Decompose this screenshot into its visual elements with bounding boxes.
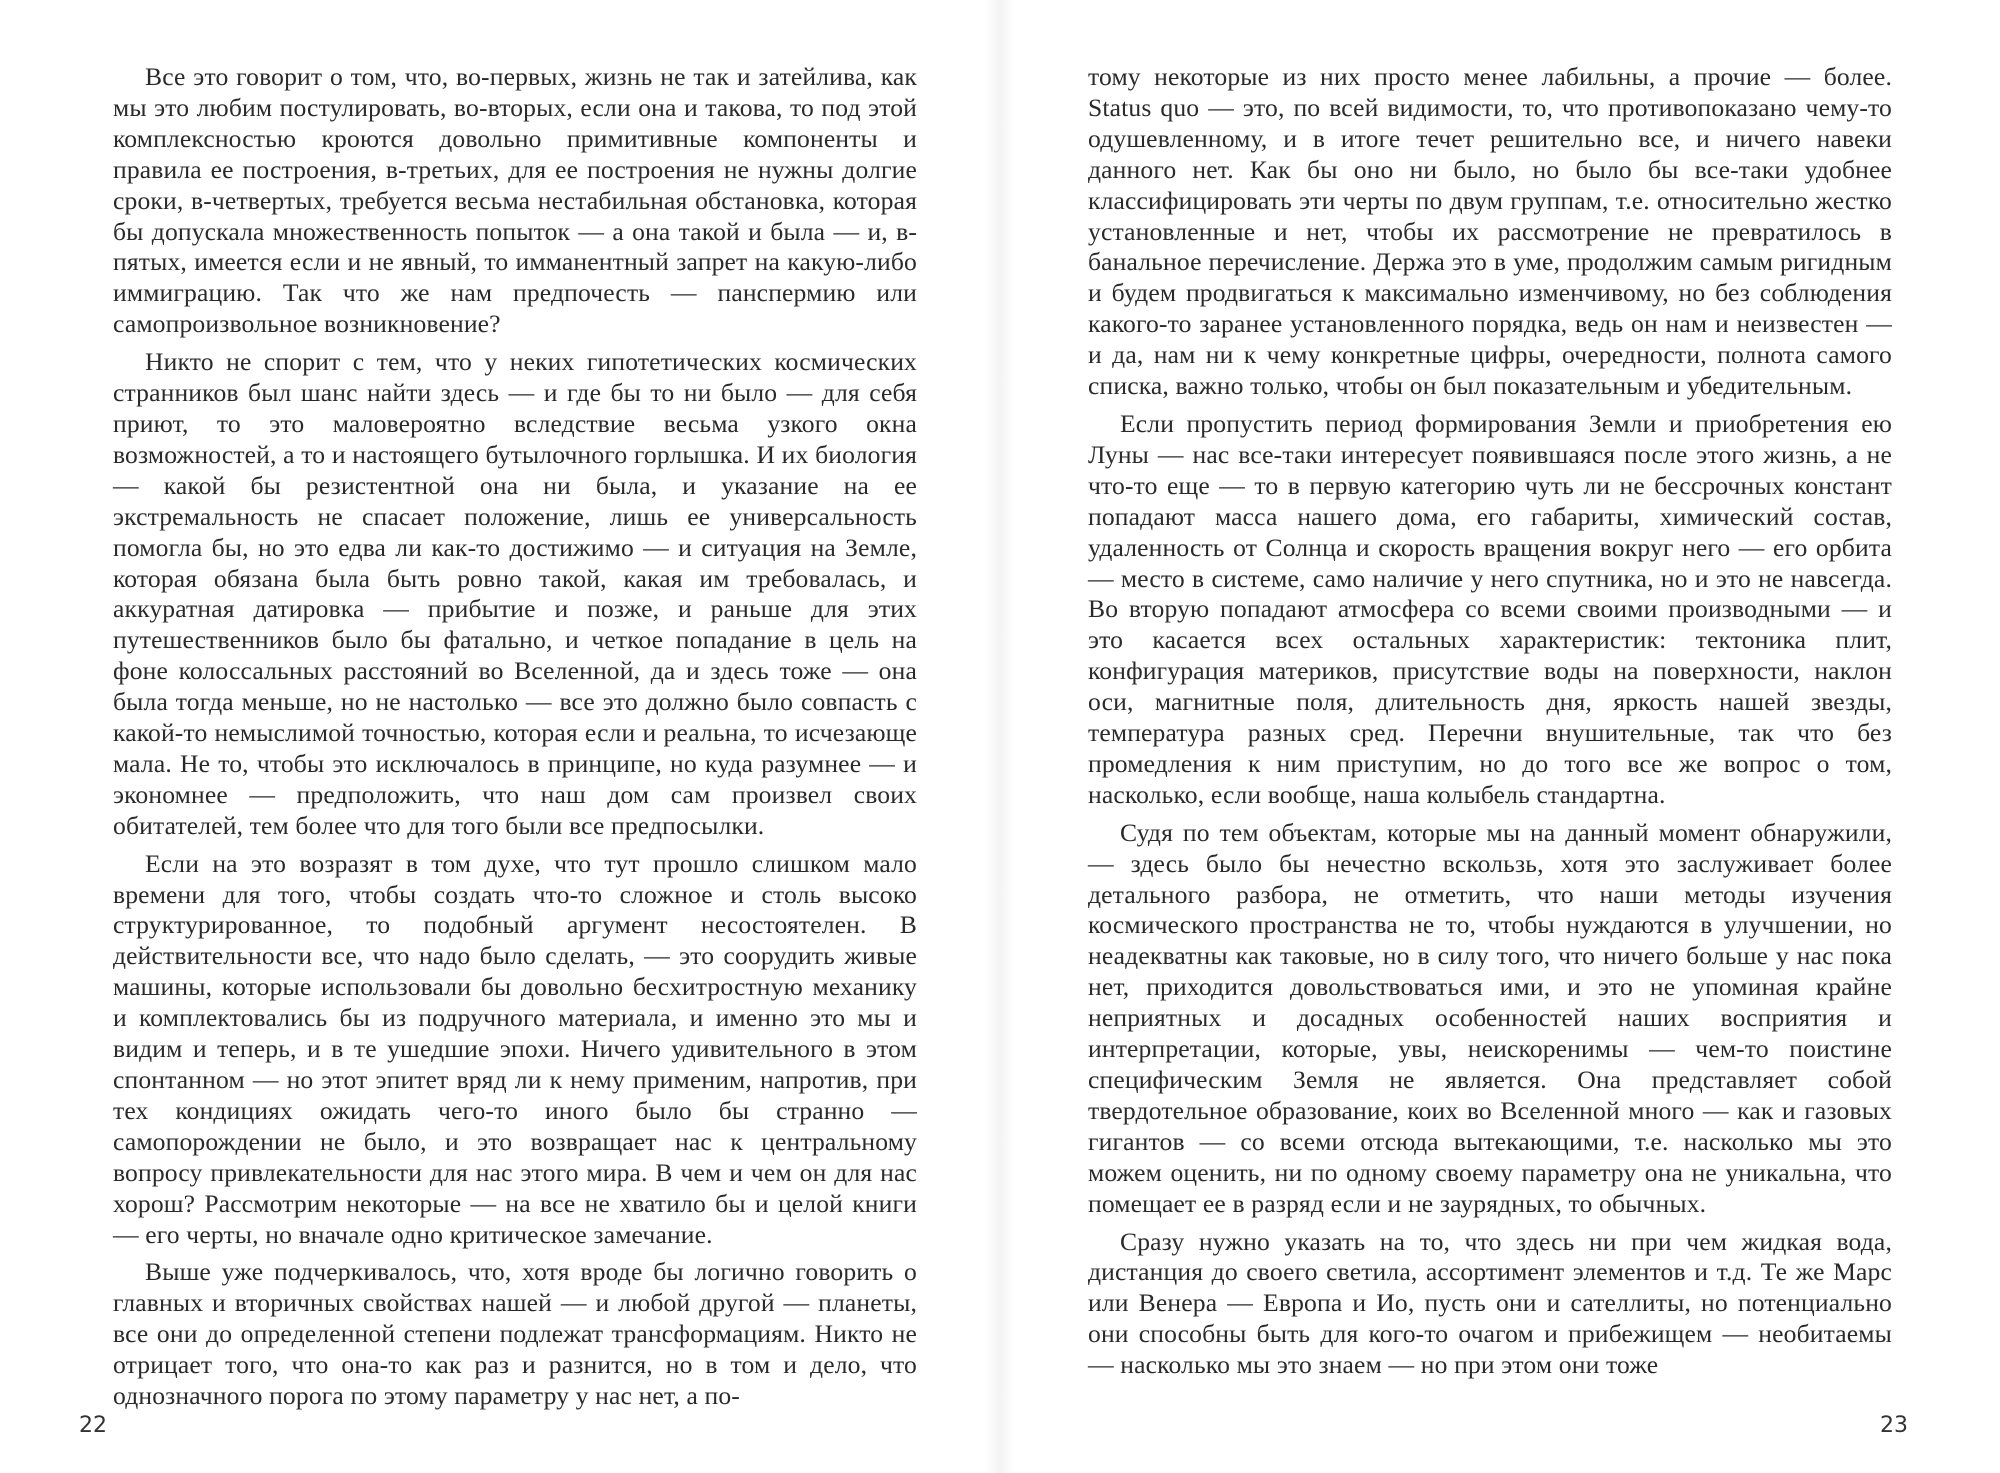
- paragraph: Судя по тем объектам, которые мы на данный момент обнаружили, — здесь было бы нечестно вскользь, хотя это заслуживает более детального разбора, не отметить, что наши методы изучения космического пространства не то, чтобы нуждаются в улучшении, но неадекватны как таковые, но в силу того, что ничего больше у нас пока нет, приходится довольствоваться ими, и это не упоминая крайне неприятных и досадных особенностей наших восприятия и интерпретации, которые, увы, неискоренимы — чем-то поистине специфическим Земля не является. Она представляет собой твердотельное образование, коих во Вселенной много — как и газовых гигантов — со всеми отсюда вытекающими, т.е. насколько мы это можем оценить, ни по одному своему параметру она не уникальна, что помещает ее в разряд если и не заурядных, то обычных.: [1088, 817, 1892, 1218]
- paragraph: Если на это возразят в том духе, что тут прошло слишком мало времени для того, чтобы создать что-то сложное и столь высоко структурированное, то подобный аргумент несостоятелен. В действительности все, что надо было сделать, — это соорудить живые машины, которые использовали бы довольно бесхитростную механику и комплектовались бы из подручного материала, и именно это мы и видим и теперь, и в те ушедшие эпохи. Ничего удивительного в этом спонтанном — но этот эпитет вряд ли к нему применим, напротив, при тех кондициях ожидать чего-то иного было бы странно — самопорождении не было, и это возвращает нас к центральному вопросу привлекательности для нас этого мира. В чем и чем он для нас хорош? Рассмотрим некоторые — на все не хватило бы и целой книги — его черты, но вначале одно критическое замечание.: [113, 848, 917, 1249]
- paragraph: Сразу нужно указать на то, что здесь ни при чем жидкая вода, дистанция до своего светила, ассортимент элементов и т.д. Те же Марс или Венера — Европа и Ио, пусть они и сателлиты, но потенциально они способны быть для кого-то очагом и прибежищем — необитаемы — насколько мы это знаем — но при этом они тоже: [1088, 1226, 1892, 1380]
- right-page: [1088, 62, 1892, 1388]
- paragraph: Выше уже подчеркивалось, что, хотя вроде бы логично говорить о главных и вторичных свойствах нашей — и любой другой — планеты, все они до определенной степени подлежат трансформациям. Никто не отрицает того, что она-то как раз и разнится, но в том и дело, что однозначного порога по этому параметру у нас нет, а по-: [113, 1257, 917, 1411]
- paragraph: Все это говорит о том, что, во-первых, жизнь не так и затейлива, как мы это любим постулировать, во-вторых, если она и такова, то под этой комплексностью кроются довольно примитивные компоненты и правила ее построения, в-третьих, для ее построения не нужны долгие сроки, в-четвертых, требуется весьма нестабильная обстановка, которая бы допускала множественность попыток — а она такой и была — и, в-пятых, имеется если и не явный, то имманентный запрет на какую-либо иммиграцию. Так что же нам предпочесть — панспермию или самопроизвольное возникновение?: [113, 62, 917, 339]
- left-page: [113, 62, 917, 1419]
- page-number-right: 23: [1880, 1413, 1908, 1438]
- paragraph: Если пропустить период формирования Земли и приобретения ею Луны — нас все-таки интересует появившаяся после этого жизнь, а не что-то еще — то в первую категорию чуть ли не бессрочных констант попадают масса нашего дома, его габариты, химический состав, удаленность от Солнца и скорость вращения вокруг него — его орбита — место в системе, само наличие у него спутника, но и это не навсегда. Во вторую попадают атмосфера со всеми своими производными — и это касается всех остальных характеристик: тектоника плит, конфигурация материков, присутствие воды на поверхности, наклон оси, магнитные поля, длительность дня, яркость нашей звезды, температура разных сред. Перечни внушительные, так что без промедления к ним приступим, но до того все же вопрос о том, насколько, если вообще, наша колыбель стандартна.: [1088, 408, 1892, 809]
- paragraph-continuation: тому некоторые из них просто менее лабильны, а прочие — более. Status quo — это, по всей видимости, то, что противопоказано чему-то одушевленному, и в итоге течет решительно все, и ничего навеки данного нет. Как бы оно ни было, но было бы все-таки удобнее классифицировать эти черты по двум группам, т.е. относительно жестко установленные и нет, чтобы их рассмотрение не превратилось в банальное перечисление. Держа это в уме, продолжим самым ригидным и будем продвигаться к максимально изменчивому, но без соблюдения какого-то заранее установленного порядка, ведь он нам и неизвестен — и да, нам ни к чему конкретные цифры, очередности, полнота самого списка, важно только, чтобы он был показательным и убедительным.: [1088, 62, 1892, 401]
- right-page-text: [1088, 62, 1892, 1381]
- page-number-left: 22: [79, 1413, 107, 1438]
- paragraph: Никто не спорит с тем, что у неких гипотетических космических странников был шанс найти здесь — и где бы то ни было — для себя приют, то это маловероятно вследствие весьма узкого окна возможностей, а то и настоящего бутылочного горлышка. И их биология — какой бы резистентной она ни была, и указание на ее экстремальность не спасает положение, лишь ее универсальность помогла бы, но это едва ли как-то достижимо — и ситуация на Земле, которая обязана была быть ровно такой, какая им требовалась, и аккуратная датировка — прибытие и позже, и раньше для этих путешественников было бы фатально, и четкое попадание в цель на фоне колоссальных расстояний во Вселенной, да и здесь тоже — она была тогда меньше, но не настолько — все это должно было совпасть с какой-то немыслимой точностью, которая если и реальна, то исчезающе мала. Не то, чтобы это исключалось в принципе, но куда разумнее — и экономнее — предположить, что наш дом сам произвел своих обитателей, тем более что для того были все предпосылки.: [113, 347, 917, 840]
- book-gutter: [985, 0, 1015, 1473]
- left-page-text: [113, 62, 917, 1412]
